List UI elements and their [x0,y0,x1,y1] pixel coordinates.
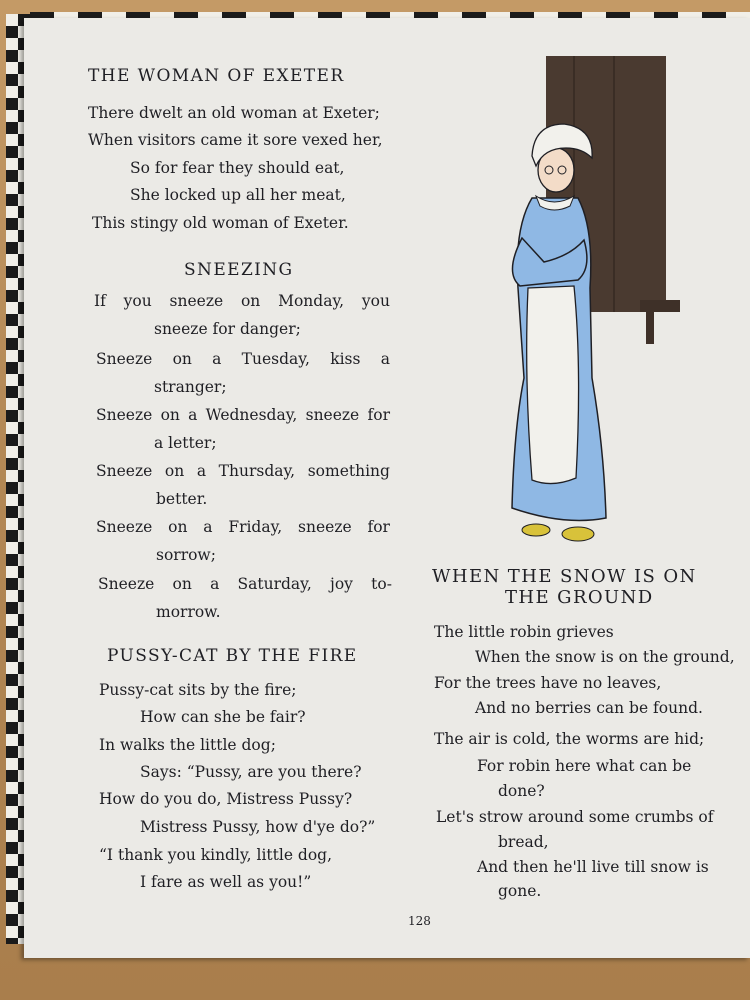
pussy-cat-line: How can she be fair? [140,708,306,726]
sneeze-word: something [307,462,390,480]
sneezing-continuation: morrow. [156,603,221,621]
sneezing-continuation: better. [156,490,208,508]
pussy-cat-line: I fare as well as you!” [140,873,312,891]
sneeze-word: a [212,350,222,368]
right-shoe [562,527,594,541]
woman-of-exeter-title: THE WOMAN OF EXETER [88,66,345,86]
snow-title-line-2: THE GROUND [505,587,654,608]
pussy-cat-line: “I thank you kindly, little dog, [99,846,333,864]
sneeze-word: for [367,518,390,536]
exeter-line: She locked up all her meat, [130,186,346,204]
sneeze-word: Thursday, [218,462,296,480]
sneezing-title: SNEEZING [184,260,294,280]
sneeze-word: Monday, [278,292,345,310]
pussy-cat-line: Mistress Pussy, how d'ye do?” [140,818,376,836]
snow-line: done? [498,782,545,800]
sneeze-word: Sneeze [96,350,153,368]
pussy-cat-line: Says: “Pussy, are you there? [140,763,362,781]
sneezing-verse-line [96,518,390,536]
sneeze-word: Sneeze [96,462,153,480]
sneeze-word: a [380,350,390,368]
snow-line: bread, [498,833,549,851]
sneeze-word: a [196,462,207,480]
exeter-line: This stingy old woman of Exeter. [92,214,349,232]
white-apron [527,286,579,484]
exeter-line: When visitors came it sore vexed her, [88,131,383,149]
sneeze-word: on [160,406,180,424]
sneeze-word: sneeze [305,406,360,424]
sneeze-word: Sneeze [98,575,155,593]
old-woman-illustration [474,48,694,558]
sneeze-word: Sneeze [96,518,153,536]
snow-line: For robin here what can be [477,757,692,775]
sneezing-verse-line [96,350,390,368]
sneeze-word: to- [371,575,392,593]
sneeze-word: on [172,350,192,368]
sneezing-continuation: sorrow; [156,546,216,564]
sneeze-word: for [367,406,390,424]
sneeze-word: a [188,406,198,424]
left-shoe [522,524,550,536]
sneeze-word: you [361,292,390,310]
sneezing-verse-line [96,462,390,480]
page-number: 128 [408,914,431,928]
sneeze-word: Saturday, [237,575,312,593]
pussy-cat-line: In walks the little dog; [99,736,276,754]
sneeze-word: sneeze [169,292,224,310]
pussy-cat-title: PUSSY-CAT BY THE FIRE [107,646,358,666]
snow-line: And no berries can be found. [475,699,703,717]
book-page [24,18,750,958]
snow-line: The little robin grieves [434,623,614,641]
sneeze-word: on [240,292,261,310]
sneeze-word: joy [330,575,353,593]
sneeze-word: Tuesday, [241,350,310,368]
pussy-cat-line: How do you do, Mistress Pussy? [99,790,353,808]
snow-line: Let's strow around some crumbs of [436,808,714,826]
sneeze-word: Friday, [228,518,283,536]
snow-line: gone. [498,882,542,900]
sneezing-continuation: stranger; [154,378,227,396]
sneeze-word: on [168,518,188,536]
sneeze-word: If [94,292,106,310]
sneeze-word: kiss [330,350,361,368]
sneeze-word: a [210,575,220,593]
sneeze-word: on [172,575,192,593]
snow-line: For the trees have no leaves, [434,674,662,692]
pussy-cat-line: Pussy-cat sits by the fire; [99,681,297,699]
snow-line: The air is cold, the worms are hid; [434,730,705,748]
sneezing-continuation: a letter; [154,434,217,452]
sneeze-word: sneeze [298,518,352,536]
sneeze-word: Sneeze [96,406,153,424]
snow-line: And then he'll live till snow is [477,858,709,876]
exeter-line: There dwelt an old woman at Exeter; [88,104,380,122]
sneezing-continuation: sneeze for danger; [154,320,301,338]
sneeze-word: on [164,462,185,480]
snow-title-line-1: WHEN THE SNOW IS ON [432,566,697,587]
sneezing-verse-line [94,292,390,310]
exeter-line: So for fear they should eat, [130,159,345,177]
sneezing-verse-line [98,575,392,593]
sneeze-word: a [203,518,213,536]
snow-line: When the snow is on the ground, [475,648,735,666]
sneeze-word: you [123,292,152,310]
sneeze-word: Wednesday, [205,406,298,424]
door-post [646,310,654,344]
sneezing-verse-line [96,406,390,424]
